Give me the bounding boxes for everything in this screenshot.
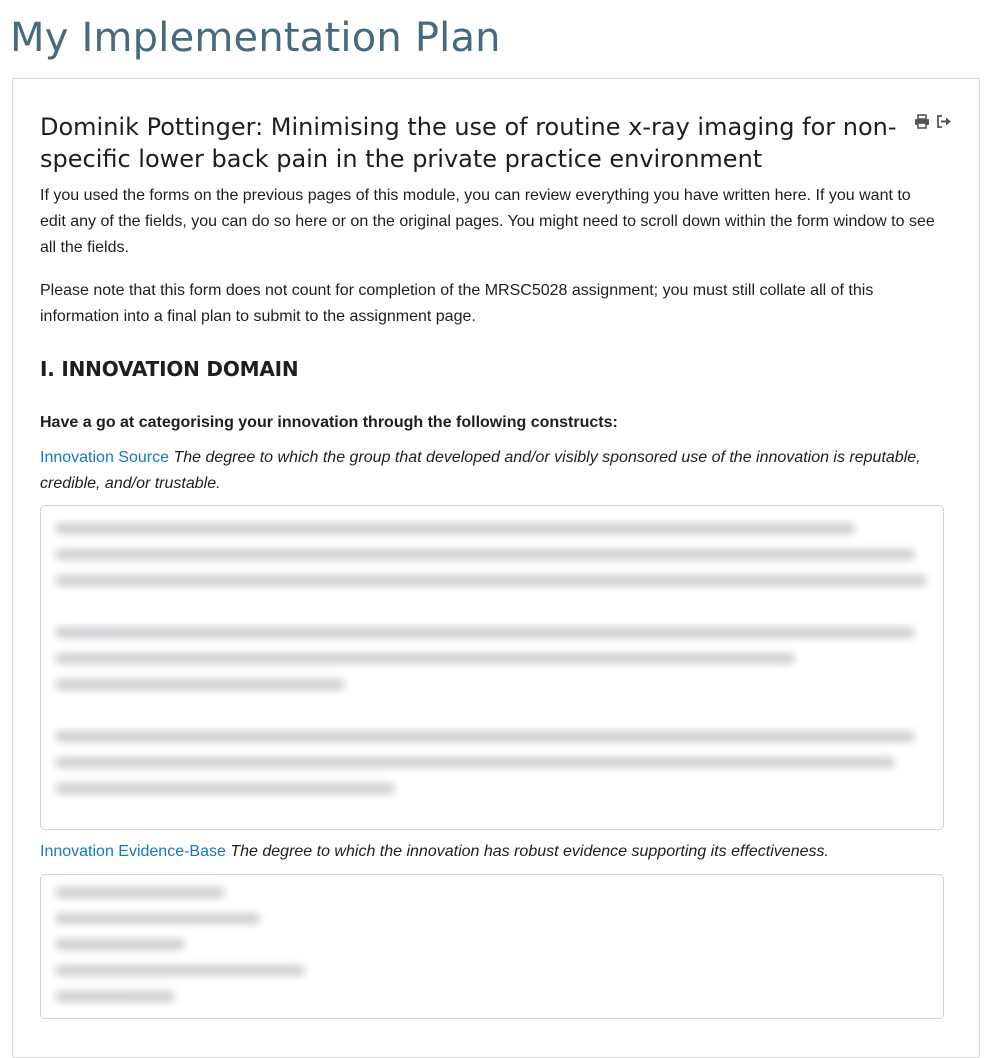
section-heading: I. INNOVATION DOMAIN: [40, 357, 299, 381]
redacted-text: [55, 783, 395, 794]
redacted-text: [55, 549, 915, 560]
redacted-text: [55, 731, 915, 742]
redacted-text: [55, 575, 927, 586]
redacted-text: [55, 887, 225, 898]
redacted-text: [55, 679, 345, 690]
page-title: My Implementation Plan: [10, 15, 501, 61]
redacted-text: [55, 939, 185, 950]
innovation-source-description: The degree to which the group that developed and/or visibly sponsored use of the innovation is reputable, credible, and/or trustable.: [40, 449, 921, 492]
innovation-source-link[interactable]: Innovation Source: [40, 449, 169, 466]
construct-innovation-source: [40, 445, 940, 497]
redacted-text: [55, 913, 260, 924]
redacted-text: [55, 991, 175, 1002]
redacted-text: [55, 653, 795, 664]
redacted-text: [55, 965, 305, 976]
assignment-note: Please note that this form does not count for completion of the MRSC5028 assignment; you must still collate all of this information into a final plan to submit to the assignment page.: [40, 282, 874, 325]
plan-title: Dominik Pottinger: Minimising the use of routine x-ray imaging for non-specific lower back pain in the private practice environment: [40, 113, 897, 173]
innovation-source-textarea[interactable]: [40, 505, 944, 830]
title-actions: [913, 113, 953, 129]
innovation-evidence-base-link[interactable]: Innovation Evidence-Base: [40, 843, 226, 860]
plan-panel: [12, 78, 980, 1058]
intro-paragraph: If you used the forms on the previous pages of this module, you can review everything you have written here. If you want to edit any of the fields, you can do so here or on the original pages. You might need to scroll down within the form window to see all the fields.: [40, 187, 935, 256]
construct-innovation-evidence-base: [40, 839, 940, 865]
print-icon[interactable]: [913, 113, 931, 129]
export-icon[interactable]: [935, 113, 953, 129]
redacted-text: [55, 757, 895, 768]
redacted-text: [55, 523, 855, 534]
innovation-evidence-base-description: The degree to which the innovation has robust evidence supporting its effectiveness.: [230, 843, 829, 860]
redacted-text: [55, 627, 915, 638]
section-subheading: Have a go at categorising your innovation through the following constructs:: [40, 414, 618, 431]
innovation-evidence-base-textarea[interactable]: [40, 874, 944, 1019]
